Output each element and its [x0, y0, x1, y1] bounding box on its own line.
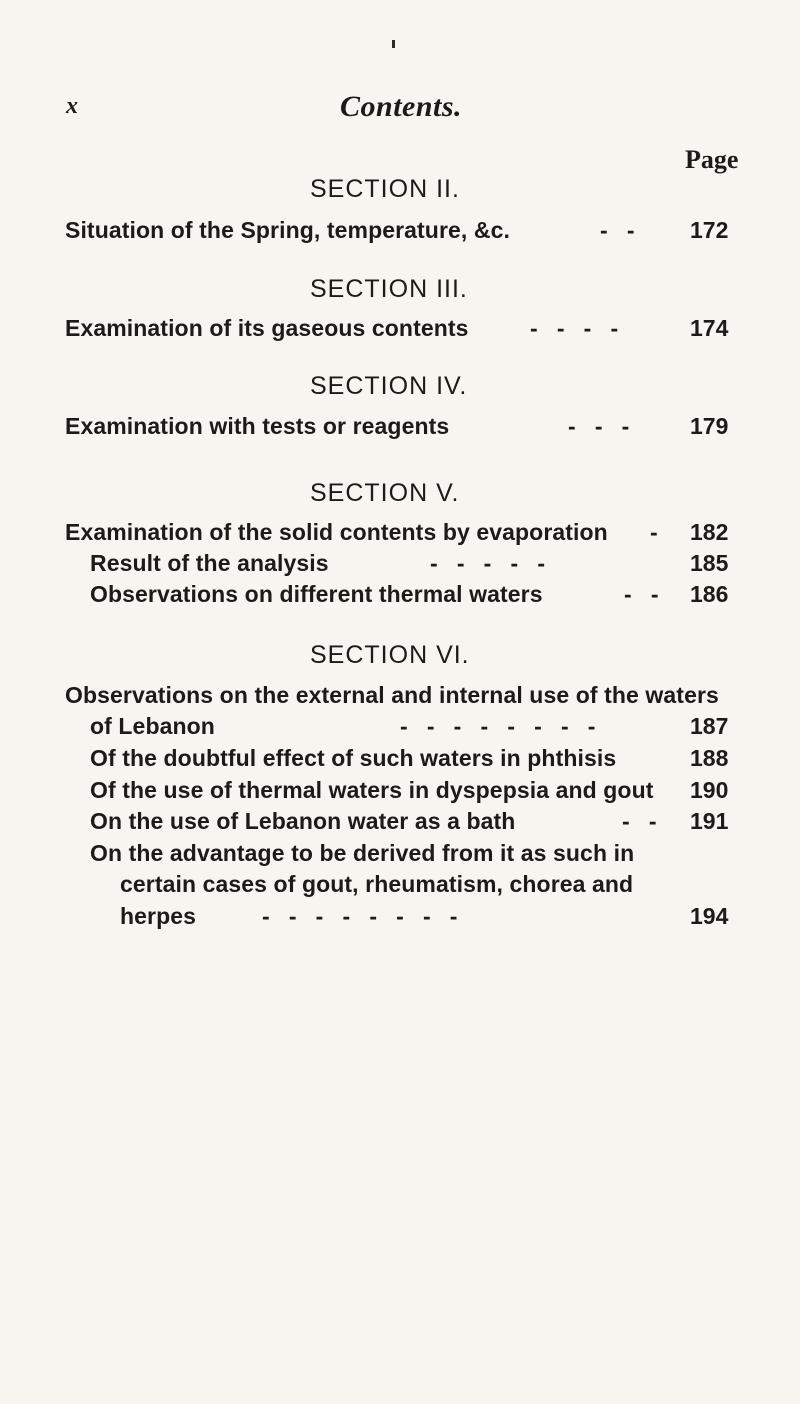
- section-heading: SECTION IV.: [310, 372, 468, 400]
- toc-entry-title: Of the use of thermal waters in dyspepsia and gout: [90, 777, 654, 803]
- toc-page-number: 182: [690, 519, 729, 545]
- toc-entry-title: Observations on the external and internal use of the waters: [65, 682, 719, 708]
- toc-entry-title: Of the doubtful effect of such waters in phthisis: [90, 745, 617, 771]
- section-heading: SECTION V.: [310, 479, 460, 507]
- toc-entry-title: Examination with tests or reagents: [65, 413, 450, 439]
- toc-leader: - - - - - - - -: [262, 903, 458, 929]
- toc-leader: - - - - - - - -: [400, 713, 596, 739]
- toc-page-number: 186: [690, 581, 729, 607]
- toc-entry-title-continuation: certain cases of gout, rheumatism, chorea and: [120, 871, 634, 897]
- toc-page-number: 194: [690, 903, 729, 929]
- toc-entry-title: Observations on different thermal waters: [90, 581, 543, 607]
- toc-page-number: 190: [690, 777, 729, 803]
- top-edge-mark: [392, 40, 395, 48]
- toc-page-number: 174: [690, 315, 729, 341]
- toc-entry-title: Result of the analysis: [90, 550, 329, 576]
- toc-page-number: 188: [690, 745, 729, 771]
- toc-leader: - - -: [568, 413, 630, 439]
- toc-entry-title-continuation: of Lebanon: [90, 713, 215, 739]
- toc-entry-title: On the advantage to be derived from it as such in: [90, 840, 635, 866]
- toc-page-number: 191: [690, 808, 729, 834]
- toc-page-number: 185: [690, 550, 729, 576]
- page-number: x: [66, 93, 78, 119]
- toc-page-number: 172: [690, 217, 729, 243]
- page-title: Contents.: [340, 90, 463, 123]
- toc-entry-title: Examination of the solid contents by evaporation: [65, 519, 608, 545]
- toc-entry-title: Examination of its gaseous contents: [65, 315, 469, 341]
- section-heading: SECTION II.: [310, 175, 460, 203]
- toc-leader: - - - -: [530, 315, 619, 341]
- toc-entry-title: Situation of the Spring, temperature, &c.: [65, 217, 510, 243]
- toc-leader: - -: [622, 808, 657, 834]
- toc-leader: -: [650, 519, 658, 545]
- page-column-label: Page: [685, 145, 739, 174]
- toc-leader: - -: [624, 581, 659, 607]
- section-heading: SECTION III.: [310, 275, 468, 303]
- toc-leader: - -: [600, 217, 635, 243]
- toc-page-number: 179: [690, 413, 729, 439]
- toc-leader: - - - - -: [430, 550, 545, 576]
- toc-entry-title-continuation: herpes: [120, 903, 197, 929]
- toc-page-number: 187: [690, 713, 729, 739]
- section-heading: SECTION VI.: [310, 641, 470, 669]
- toc-entry-title: On the use of Lebanon water as a bath: [90, 808, 516, 834]
